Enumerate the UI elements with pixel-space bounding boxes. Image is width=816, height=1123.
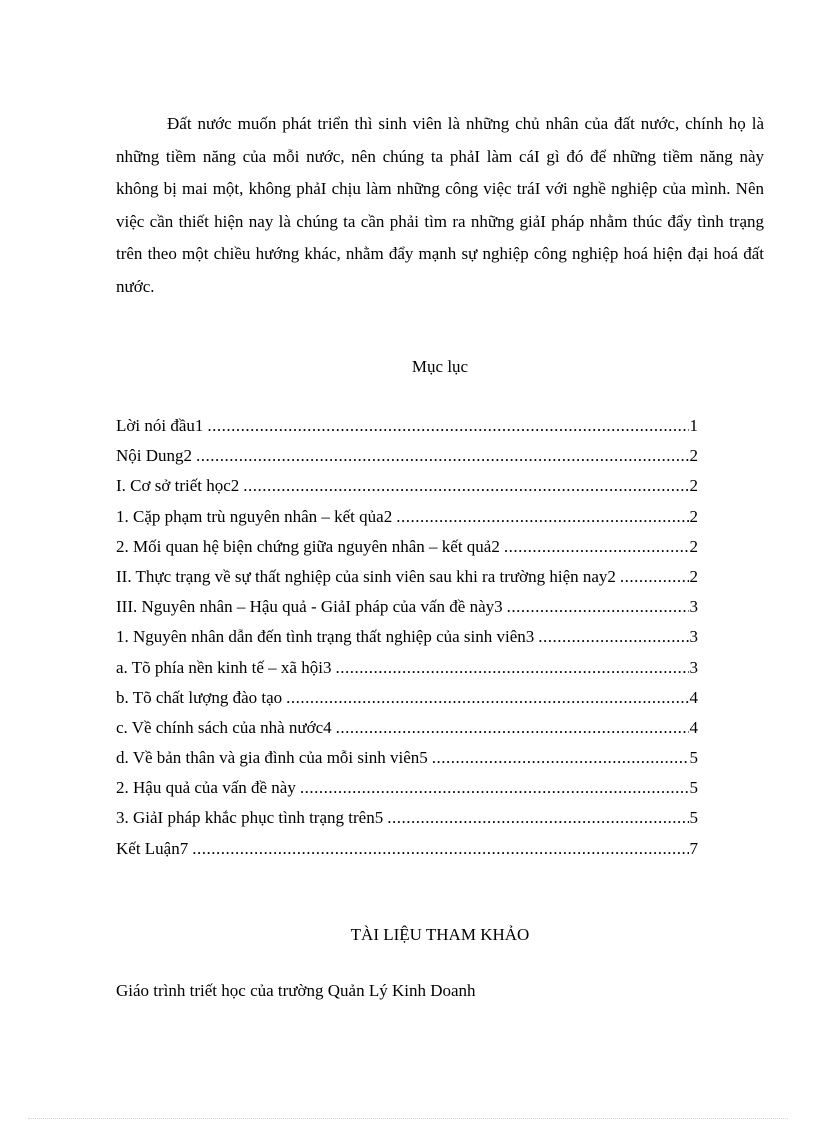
- toc-entry-label: b. Tõ chất lượng đào tạo: [116, 687, 283, 707]
- toc-entry[interactable]: [116, 625, 698, 655]
- toc-entry-label: d. Về bản thân và gia đình của mỗi sinh viên5: [116, 748, 428, 768]
- toc-leader-dots: [538, 625, 688, 649]
- toc-entry-page: 2: [689, 476, 698, 496]
- toc-entry[interactable]: [116, 595, 698, 625]
- table-of-contents: [116, 414, 698, 867]
- toc-entry-label: 2. Hậu quả của vấn đề này: [116, 778, 296, 798]
- toc-entry-label: 1. Nguyên nhân dẫn đến tình trạng thất nghiệp của sinh viên3: [116, 627, 535, 647]
- toc-leader-dots: [207, 414, 688, 438]
- toc-leader-dots: [620, 565, 689, 589]
- toc-leader-dots: [387, 806, 688, 830]
- toc-entry-page: 5: [689, 748, 698, 768]
- toc-entry[interactable]: [116, 535, 698, 565]
- toc-entry[interactable]: [116, 505, 698, 535]
- toc-entry-page: 2: [689, 506, 698, 526]
- document-page: [116, 108, 764, 1000]
- toc-entry-label: 2. Mối quan hệ biện chứng giữa nguyên nhân – kết quả2: [116, 536, 500, 556]
- toc-leader-dots: [507, 595, 689, 619]
- toc-leader-dots: [243, 474, 688, 498]
- toc-entry-label: 3. GiảI pháp khắc phục tình trạng trên5: [116, 808, 384, 828]
- references-title: TÀI LIỆU THAM KHẢO: [350, 925, 530, 944]
- toc-entry-label: II. Thực trạng về sự thất nghiệp của sinh viên sau khi ra trường hiện nay2: [116, 566, 616, 586]
- toc-entry-label: Kết Luận7: [116, 838, 189, 858]
- toc-entry-page: 5: [689, 778, 698, 798]
- toc-leader-dots: [504, 535, 689, 559]
- toc-leader-dots: [432, 746, 689, 770]
- toc-entry-page: 3: [689, 627, 698, 647]
- toc-entry[interactable]: [116, 565, 698, 595]
- toc-entry[interactable]: [116, 656, 698, 686]
- toc-entry[interactable]: [116, 716, 698, 746]
- toc-entry-page: 7: [689, 838, 698, 858]
- toc-leader-dots: [300, 776, 689, 800]
- toc-leader-dots: [286, 686, 688, 710]
- intro-paragraph: Đất nước muốn phát triển thì sinh viên là những chủ nhân của đất nước, chính họ là những tiềm năng của mỗi nước, nên chúng ta phảI làm cáI gì đó để những tiềm năng này không bị mai một, không phảI chịu làm những công việc tráI với nghề nghiệp của mình. Nên việc cần thiết hiện nay là chúng ta cần phải tìm ra những giảI pháp nhằm thúc đẩy tình trạng trên theo một chiều hướng khác, nhằm đẩy mạnh sự nghiệp công nghiệp hoá hiện đại hoá đất nước.: [116, 114, 764, 296]
- toc-entry-page: 3: [689, 657, 698, 677]
- toc-entry-page: 4: [689, 717, 698, 737]
- toc-entry[interactable]: [116, 414, 698, 444]
- toc-entry[interactable]: [116, 776, 698, 806]
- toc-entry[interactable]: [116, 686, 698, 716]
- toc-entry-label: Lời nói đầu1: [116, 416, 204, 435]
- toc-entry[interactable]: [116, 837, 698, 867]
- page-bottom-divider: [28, 1118, 788, 1119]
- toc-entry-page: 2: [689, 536, 698, 556]
- toc-leader-dots: [196, 444, 688, 468]
- toc-entry-page: 5: [689, 808, 698, 828]
- toc-entry-label: a. Tõ phía nền kinh tế – xã hội3: [116, 657, 332, 677]
- toc-entry[interactable]: [116, 746, 698, 776]
- toc-entry[interactable]: [116, 444, 698, 474]
- toc-entry-label: I. Cơ sở triết học2: [116, 476, 240, 496]
- toc-leader-dots: [396, 505, 688, 529]
- toc-leader-dots: [192, 837, 688, 861]
- toc-entry-page: 2: [689, 566, 698, 586]
- toc-leader-dots: [335, 656, 688, 680]
- toc-entry-label: Nội Dung2: [116, 446, 193, 466]
- toc-entry[interactable]: [116, 806, 698, 836]
- toc-entry-page: 4: [689, 687, 698, 707]
- toc-entry-label: III. Nguyên nhân – Hậu quả - GiảI pháp của vấn đề này3: [116, 597, 503, 617]
- toc-entry-page: 1: [689, 416, 698, 435]
- toc-entry-page: 3: [689, 597, 698, 617]
- toc-entry-label: 1. Cặp phạm trù nguyên nhân – kết qủa2: [116, 506, 393, 526]
- toc-entry[interactable]: [116, 474, 698, 504]
- toc-entry-label: c. Về chính sách của nhà nước4: [116, 717, 332, 737]
- reference-item: Giáo trình triết học của trường Quản Lý Kinh Doanh: [116, 981, 476, 1000]
- toc-leader-dots: [336, 716, 689, 740]
- toc-title: Mục lục: [411, 357, 469, 376]
- toc-entry-page: 2: [689, 446, 698, 466]
